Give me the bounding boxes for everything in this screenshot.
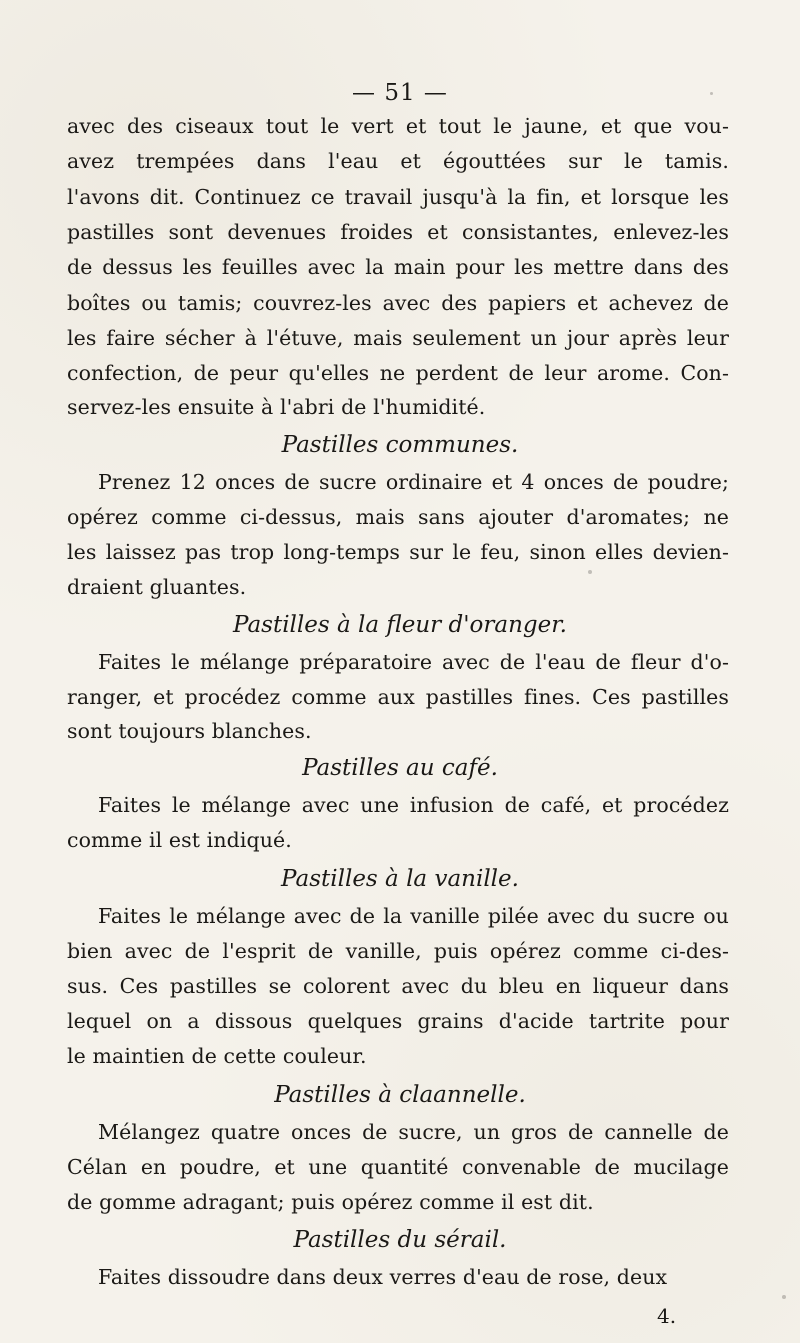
text-line: Faites le mélange avec une infusion de café, et procédez xyxy=(98,793,729,817)
text-line: Prenez 12 onces de sucre ordinaire et 4 onces de poudre; xyxy=(98,470,729,494)
section-heading: Pastilles du sérail. xyxy=(293,1227,507,1253)
section-heading: Pastilles à la fleur d'oranger. xyxy=(233,612,567,638)
text-line: l'avons dit. Continuez ce travail jusqu'à la fin, et lorsque les xyxy=(67,185,729,209)
section-heading: Pastilles à claannelle. xyxy=(274,1082,526,1108)
text-line: opérez comme ci-dessus, mais sans ajouter d'aromates; ne xyxy=(67,505,729,529)
text-line: draient gluantes. xyxy=(67,575,247,599)
text-line: Mélangez quatre onces de sucre, un gros de cannelle de xyxy=(98,1120,729,1144)
paper-speck xyxy=(710,92,713,95)
text-line: comme il est indiqué. xyxy=(67,828,292,852)
text-line: de dessus les feuilles avec la main pour les mettre dans des xyxy=(67,255,729,279)
text-line: avec des ciseaux tout le vert et tout le jaune, et que vou- xyxy=(67,114,729,138)
text-line: les laissez pas trop long-temps sur le feu, sinon elles devien- xyxy=(67,540,729,564)
text-line: Faites dissoudre dans deux verres d'eau de rose, deux xyxy=(98,1265,668,1289)
text-line: Célan en poudre, et une quantité convenable de mucilage xyxy=(67,1155,729,1179)
text-line: avez trempées dans l'eau et égouttées sur le tamis. xyxy=(67,149,729,173)
text-line: Faites le mélange avec de la vanille pilée avec du sucre ou xyxy=(98,904,729,928)
text-line: les faire sécher à l'étuve, mais seulement un jour après leur xyxy=(67,326,729,350)
text-line: le maintien de cette couleur. xyxy=(67,1044,367,1068)
text-line: servez-les ensuite à l'abri de l'humidité. xyxy=(67,395,486,419)
text-line: de gomme adragant; puis opérez comme il est dit. xyxy=(67,1190,594,1214)
paper-speck xyxy=(782,1295,786,1299)
page-number: — 51 — xyxy=(352,80,448,106)
text-line: Faites le mélange préparatoire avec de l'eau de fleur d'o- xyxy=(98,650,729,674)
text-line: confection, de peur qu'elles ne perdent de leur arome. Con- xyxy=(67,361,729,385)
text-line: ranger, et procédez comme aux pastilles fines. Ces pastilles xyxy=(67,685,729,709)
paper-speck xyxy=(695,1026,698,1029)
text-line: boîtes ou tamis; couvrez-les avec des papiers et achevez de xyxy=(67,291,729,315)
text-line: sus. Ces pastilles se colorent avec du bleu en liqueur dans xyxy=(67,974,729,998)
text-line: sont toujours blanches. xyxy=(67,719,312,743)
section-heading: Pastilles communes. xyxy=(281,432,519,458)
text-line: pastilles sont devenues froides et consistantes, enlevez-les xyxy=(67,220,729,244)
paper-speck xyxy=(588,570,592,574)
text-line: lequel on a dissous quelques grains d'acide tartrite pour xyxy=(67,1009,729,1033)
section-heading: Pastilles à la vanille. xyxy=(281,866,519,892)
catchword: 4. xyxy=(657,1304,677,1328)
section-heading: Pastilles au café. xyxy=(302,755,498,781)
text-line: bien avec de l'esprit de vanille, puis opérez comme ci-des- xyxy=(67,939,729,963)
